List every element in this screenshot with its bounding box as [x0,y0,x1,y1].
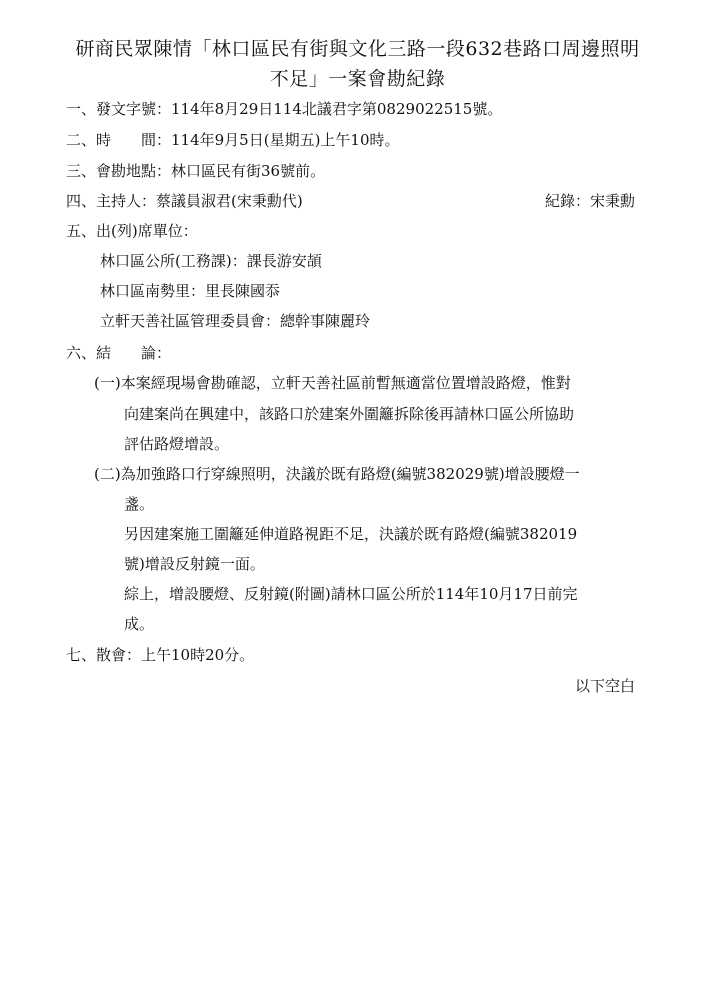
conclusion-1-line: 向建案尚在興建中，該路口於建案外圍籬拆除後再請林口區公所協助 [124,405,575,423]
conclusion-2-line: 另因建案施工圍籬延伸道路視距不足，決議於既有路燈(編號382019 [124,525,578,543]
host: 四、主持人：蔡議員淑君(宋秉勳代) [66,192,303,210]
meeting-time: 二、時 間：114年9月5日(星期五)上午10時。 [66,131,400,149]
conclusion-heading: 六、結 論： [66,344,172,362]
conclusion-2-line: 成。 [124,615,155,633]
attendees-heading: 五、出(列)席單位： [66,222,198,240]
conclusion-1-line: 評估路燈增設。 [124,435,230,453]
meeting-location: 三、會勘地點：林口區民有街36號前。 [66,162,326,180]
adjourn-time: 七、散會：上午10時20分。 [66,646,255,664]
doc-number: 一、發文字號：114年8月29日114北議君字第0829022515號。 [66,100,503,118]
conclusion-2-line: 號)增設反射鏡一面。 [124,555,265,573]
recorder: 紀錄：宋秉勳 [544,192,635,210]
attendee-item: 林口區南勢里：里長陳國忝 [100,282,281,300]
title-line-1: 研商民眾陳情「林口區民有街與文化三路一段632巷路口周邊照明 [75,38,640,60]
attendee-item: 立軒天善社區管理委員會：總幹事陳麗玲 [100,312,371,330]
conclusion-1-line: (一)本案經現場會勘確認，立軒天善社區前暫無適當位置增設路燈，惟對 [94,374,571,392]
title-line-2: 不足」一案會勘紀錄 [269,68,446,90]
blank-note: 以下空白 [574,677,635,695]
conclusion-2-line: 綜上，增設腰燈、反射鏡(附圖)請林口區公所於114年10月17日前完 [124,585,578,603]
conclusion-2-line: (二)為加強路口行穿線照明，決議於既有路燈(編號382029號)增設腰燈一 [94,465,580,483]
document-title [60,34,655,94]
conclusion-2-line: 盞。 [124,495,155,513]
attendee-item: 林口區公所(工務課)：課長游安頡 [100,252,322,270]
